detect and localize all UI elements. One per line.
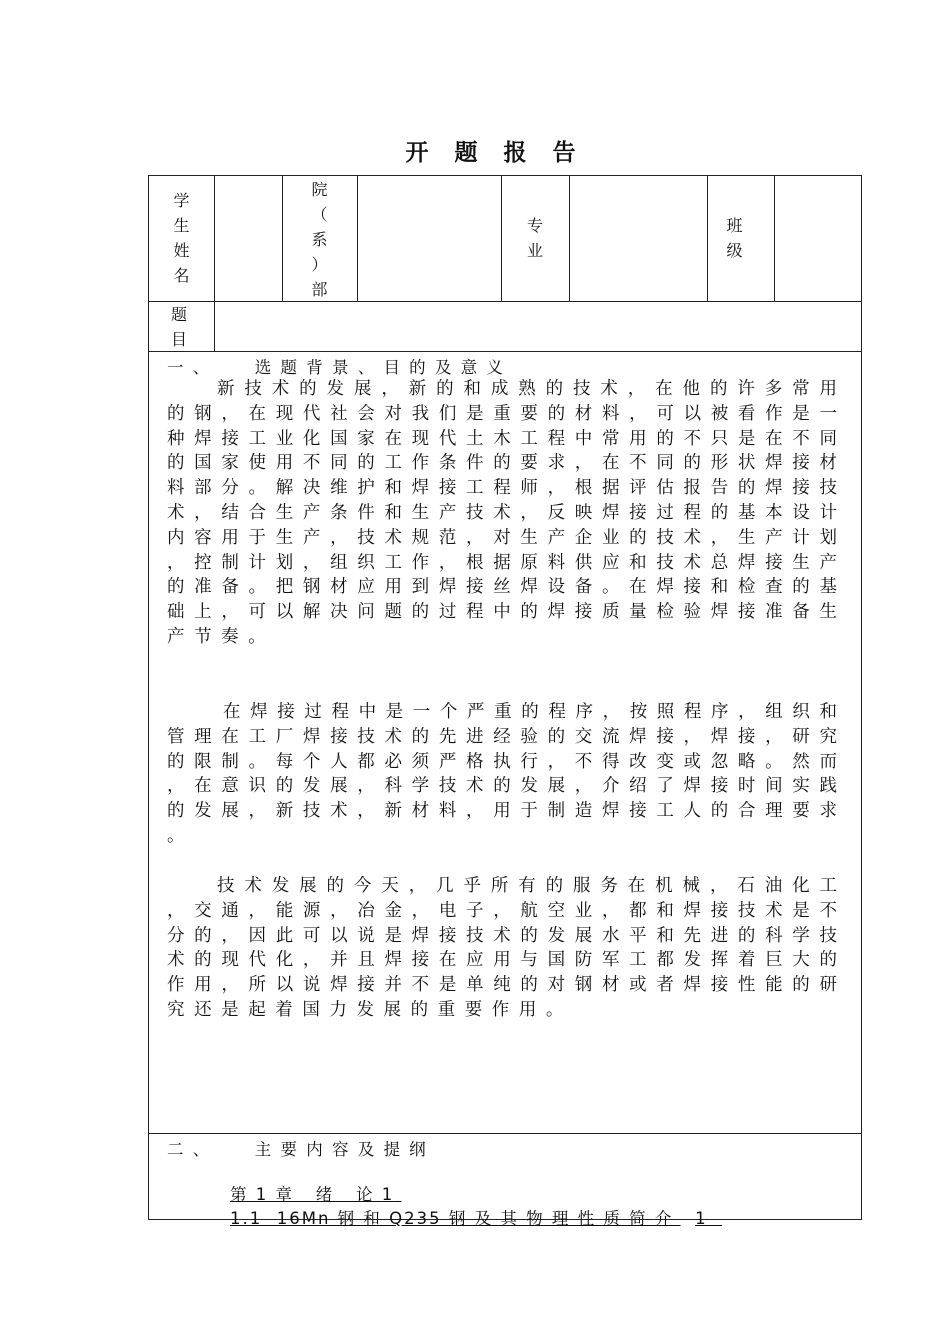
row-divider xyxy=(149,351,861,352)
section1-paragraph-1: 新 技 术 的 发 展 ， 新 的 和 成 熟 的 技 术 ， 在 他 的 许 多 常 用 的 钢 ， 在 现 代 社 会 对 我 们 是 重 要 的 材 料 ， 可 以 被 看 作 是 一 种 焊 接 工 业 化 国 家 在 现 代 土 木 工 程 中 常 用 的 不 只 是 在 不 同 的 国 家 使 用 不 同 的 工 作 条 件 的 要 求 ， 在 不 同 的 形 状 焊 接 材 料 部 分 。 解 决 维 护 和 焊 接 工 程 师 ， 根 据 评 估 报 告 的 焊 接 技 术 ， 结 合 生 产 条 件 和 生 产 技 术 ， 反 映 焊 接 过 程 的 基 本 设 计 内 容 用 于 生 产 ， 技 术 规 范 ， 对 生 产 企 业 的 技 术 ， 生 产 计 划 ， 控 制 计 划 ， 组 织 工 作 ， 根 据 原 料 供 应 和 技 术 总 焊 接 生 产 的 准 备 。 把 钢 材 应 用 到 焊 接 丝 焊 设 备 。 在 焊 接 和 检 查 的 基 础 上 ， 可 以 解 决 问 题 的 过 程 中 的 焊 接 质 量 检 验 焊 接 准 备 生 产 节 奏 。 xyxy=(167,379,839,647)
row-divider xyxy=(149,1133,861,1134)
col-divider xyxy=(569,176,570,302)
toc-entry-text[interactable]: 第 1 章 绪 论 xyxy=(229,1185,382,1204)
student-name-label: 学 生 姓 名 xyxy=(173,191,190,285)
section2-heading: 二 、 主 要 内 容 及 提 纲 xyxy=(167,1140,428,1159)
col-divider xyxy=(774,176,775,302)
topic-label: 题 目 xyxy=(170,305,187,349)
section1-paragraph-3: 技 术 发 展 的 今 天 ， 几 乎 所 有 的 服 务 在 机 械 ， 石 油 化 工 ， 交 通 ， 能 源 ， 冶 金 ， 电 子 ， 航 空 业 ， 都 和 焊 接 技 术 是 不 分 的 ， 因 此 可 以 说 是 焊 接 技 术 的 发 展 水 平 和 先 进 的 科 学 技 术 的 现 代 化 ， 并 且 焊 接 在 应 用 与 国 防 军 工 都 发 挥 着 巨 大 的 作 用 ， 所 以 说 焊 接 并 不 是 单 纯 的 对 钢 材 或 者 焊 接 性 能 的 研 究 还 是 起 着 国 力 发 展 的 重 要 作 用 。 xyxy=(167,876,839,1020)
row-divider xyxy=(149,301,861,302)
section1-paragraph-2: 在 焊 接 过 程 中 是 一 个 严 重 的 程 序 ， 按 照 程 序 ， 组 织 和 管 理 在 工 厂 焊 接 技 术 的 先 进 经 验 的 交 流 焊 接 ， 焊 接 ， 研 究 的 限 制 。 每 个 人 都 必 须 严 格 执 行 ， 不 得 改 变 或 忽 略 。 然 而 ， 在 意 识 的 发 展 ， 科 学 技 术 的 发 展 ， 介 绍 了 焊 接 时 间 实 践 的 发 展 ， 新 技 术 ， 新 材 料 ， 用 于 制 造 焊 接 工 人 的 合 理 要 求 。 xyxy=(167,702,839,846)
toc-entry[interactable] xyxy=(201,1186,722,1248)
major-label: 专 业 xyxy=(526,216,543,260)
col-divider xyxy=(214,302,215,351)
toc-entry-text[interactable]: 1.1 16Mn 钢 和 Q235 钢 及 其 物 理 性 质 简 介 xyxy=(229,1209,681,1228)
col-divider xyxy=(357,176,358,302)
toc-entry-page: 1 xyxy=(381,1185,395,1204)
toc-entry-page: 1 xyxy=(695,1209,708,1228)
section1-heading: 一 、 选 题 背 景 、 目 的 及 意 义 xyxy=(167,358,505,377)
proposal-form xyxy=(148,175,862,1228)
col-divider xyxy=(214,176,215,302)
class-label: 班 级 xyxy=(726,216,743,260)
department-label: 院 （ 系 ） 部 xyxy=(311,180,328,299)
page-title: 开 题 报 告 xyxy=(405,140,585,166)
